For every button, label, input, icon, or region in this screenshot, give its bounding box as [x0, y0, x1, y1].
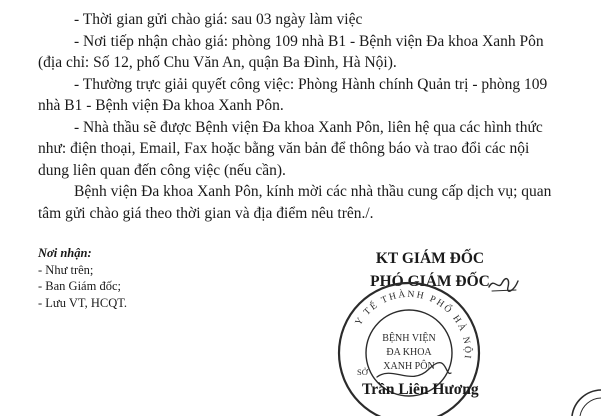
standing-office-line-2: nhà B1 - Bệnh viện Đa khoa Xanh Pôn. — [38, 97, 284, 114]
seal-ring-text: Y TẾ THÀNH PHỐ HÀ NỘI — [353, 289, 473, 361]
handwritten-initial-mark — [486, 273, 520, 295]
contractor-note-line-1: - Nhà thầu sẽ được Bệnh viện Đa khoa Xanh Pôn, liên hệ qua các hình thức — [74, 118, 543, 136]
seal-center-line-2: ĐA KHOA — [386, 347, 432, 358]
standing-office-paragraph — [38, 74, 598, 117]
corner-stamp-fragment — [560, 380, 601, 416]
standing-office-line-1: - Thường trực giải quyết công việc: Phòng Hành chính Quản trị - phòng 109 — [74, 75, 548, 93]
seal-serial-text: SỞ — [357, 367, 368, 377]
signature-role-line-2: PHÓ GIÁM ĐỐC — [370, 273, 490, 290]
contractor-note-paragraph — [38, 117, 598, 182]
submission-time-line: - Thời gian gửi chào giá: sau 03 ngày làm việc — [74, 11, 363, 28]
signer-name: Trần Liên Hương — [362, 381, 479, 398]
seal-center-line-3: XANH PÔN — [383, 361, 435, 372]
announcement-body — [38, 9, 598, 224]
contractor-note-line-3: dung liên quan đến công việc (nếu cần). — [38, 161, 286, 179]
closing-line-2: tâm gửi chào giá theo thời gian và địa điểm nêu trên./. — [38, 204, 374, 222]
recipient-item: - Lưu VT, HCQT. — [38, 295, 128, 310]
recipients-block — [38, 245, 127, 311]
contractor-note-line-2: như: điện thoại, Email, Fax hoặc bằng văn bản để thông báo và trao đổi các nội — [38, 140, 530, 157]
recipient-item: - Như trên; — [38, 262, 94, 277]
reception-place-paragraph — [38, 31, 598, 74]
reception-place-line-2: (địa chỉ: Số 12, phố Chu Văn An, quận Ba Đình, Hà Nội). — [38, 54, 397, 71]
signature-role-line-1: KT GIÁM ĐỐC — [375, 250, 485, 267]
closing-line-1: Bệnh viện Đa khoa Xanh Pôn, kính mời các nhà thầu cung cấp dịch vụ; quan — [74, 183, 552, 200]
closing-paragraph — [38, 181, 598, 224]
seal-center-line-1: BỆNH VIỆN — [382, 333, 436, 344]
recipient-item: - Ban Giám đốc; — [38, 279, 121, 293]
submission-time-paragraph — [38, 9, 598, 31]
recipients-heading: Nơi nhận: — [38, 246, 92, 260]
reception-place-line-1: - Nơi tiếp nhận chào giá: phòng 109 nhà B1 - Bệnh viện Đa khoa Xanh Pôn — [74, 32, 544, 50]
